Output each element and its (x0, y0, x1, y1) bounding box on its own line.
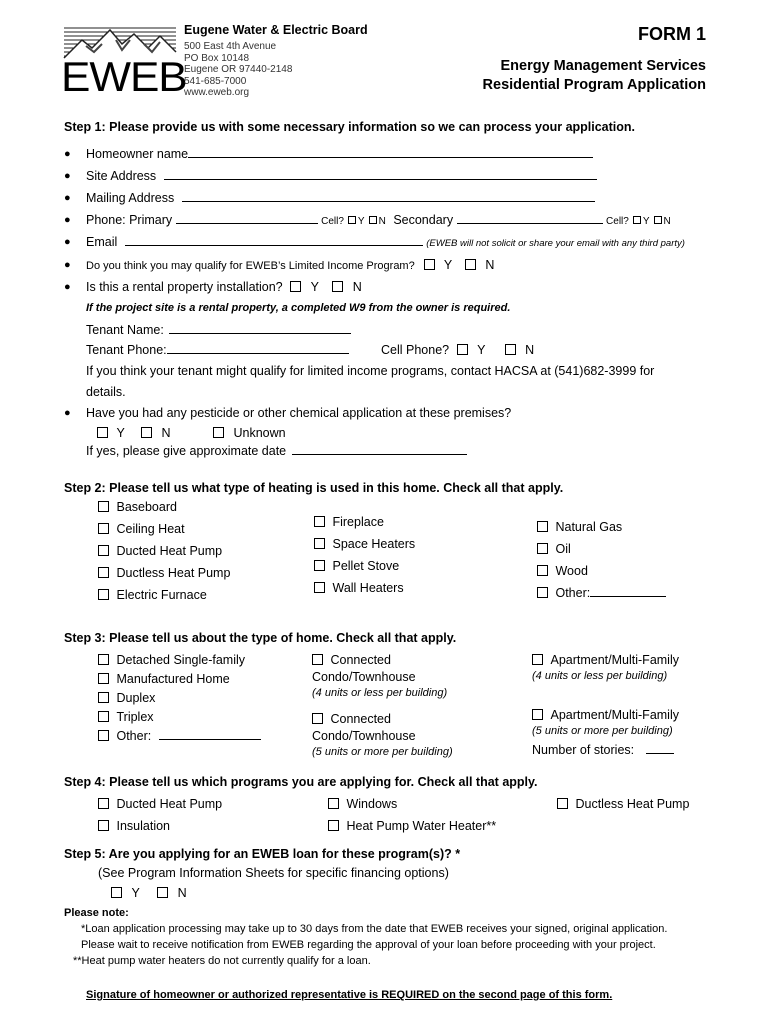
heat-ceiling-label: Ceiling Heat (116, 522, 185, 536)
cell-primary-y-checkbox[interactable] (348, 216, 356, 224)
heat-wood-checkbox[interactable] (537, 565, 548, 576)
connected-label: Connected (330, 712, 391, 726)
notes-line3: **Heat pump water heaters do not currently qualify for a loan. (73, 955, 371, 967)
condo-small-note: (4 units or less per building) (312, 687, 448, 699)
step1-heading: Step 1: Please provide us with some necessary information so we can process your application. (64, 120, 636, 134)
n-label: N (663, 216, 671, 227)
pesticide-y-checkbox[interactable] (97, 427, 108, 438)
heat-other-field[interactable] (590, 595, 666, 597)
n-label: N (485, 258, 495, 272)
limited-income-question: Do you think you may qualify for EWEB’s Limited Income Program? (86, 260, 415, 272)
address-line3: Eugene OR 97440-2148 (184, 64, 293, 75)
heat-gas-label: Natural Gas (555, 520, 623, 534)
unknown-label: Unknown (233, 426, 286, 440)
bullet: ● (64, 281, 71, 293)
step2-heading: Step 2: Please tell us what type of heating is used in this home. Check all that apply. (64, 481, 564, 495)
heat-furnace-label: Electric Furnace (116, 588, 207, 602)
program-windows-checkbox[interactable] (328, 798, 339, 809)
heat-wall-checkbox[interactable] (314, 582, 325, 593)
step5-heading: Step 5: Are you applying for an EWEB loan for these program(s)? * (64, 847, 461, 861)
home-other-checkbox[interactable] (98, 730, 109, 741)
home-detached-label: Detached Single-family (116, 653, 246, 667)
pesticide-unknown-checkbox[interactable] (213, 427, 224, 438)
y-label: Y (642, 216, 650, 227)
loan-y-checkbox[interactable] (111, 887, 122, 898)
heat-fireplace-checkbox[interactable] (314, 516, 325, 527)
secondary-label: Secondary (393, 213, 454, 227)
home-manufactured-label: Manufactured Home (116, 672, 230, 686)
title-line1: Energy Management Services (500, 58, 706, 74)
home-condo-small-checkbox[interactable] (312, 654, 323, 665)
home-triplex-label: Triplex (116, 710, 154, 724)
title-line2: Residential Program Application (482, 77, 706, 93)
program-ductless-checkbox[interactable] (557, 798, 568, 809)
address-line2: PO Box 10148 (184, 52, 250, 64)
bullet: ● (64, 148, 71, 160)
apartment-label: Apartment/Multi-Family (550, 708, 679, 722)
email-field[interactable] (125, 244, 423, 246)
heat-wood-label: Wood (555, 564, 588, 578)
phone-primary-field[interactable] (176, 222, 318, 224)
cell-phone-question: Cell Phone? (381, 343, 450, 357)
mailing-address-field[interactable] (182, 200, 595, 202)
home-detached-checkbox[interactable] (98, 654, 109, 665)
site-address-label: Site Address (86, 169, 157, 183)
program-ductless-label: Ductless Heat Pump (575, 797, 690, 811)
stories-label: Number of stories: (532, 743, 635, 757)
rental-question: Is this a rental property installation? (86, 280, 283, 294)
n-label: N (177, 886, 187, 900)
heat-ducted-label: Ducted Heat Pump (116, 544, 223, 558)
step5-note: (See Program Information Sheets for specific financing options) (98, 866, 449, 880)
bullet: ● (64, 192, 71, 204)
cell-secondary-y-checkbox[interactable] (633, 216, 641, 224)
apartment-small-note: (4 units or less per building) (532, 670, 668, 682)
heat-ductless-checkbox[interactable] (98, 567, 109, 578)
y-label: Y (310, 280, 319, 294)
heat-pellet-label: Pellet Stove (332, 559, 400, 573)
home-apartment-small-checkbox[interactable] (532, 654, 543, 665)
limited-income-y-checkbox[interactable] (424, 259, 435, 270)
program-insulation-checkbox[interactable] (98, 820, 109, 831)
approx-date-field[interactable] (292, 453, 467, 455)
notes-line1: *Loan application processing may take up to 30 days from the date that EWEB receives your signed, original application. (81, 923, 668, 935)
mailing-address-label: Mailing Address (86, 191, 175, 205)
home-duplex-label: Duplex (116, 691, 156, 705)
heat-furnace-checkbox[interactable] (98, 589, 109, 600)
heat-wall-label: Wall Heaters (332, 581, 404, 595)
site-address-field[interactable] (164, 178, 597, 180)
n-label: N (161, 426, 171, 440)
y-label: Y (443, 258, 453, 272)
heat-pellet-checkbox[interactable] (314, 560, 325, 571)
tenant-cell-y-checkbox[interactable] (457, 344, 468, 355)
heat-baseboard-label: Baseboard (116, 500, 177, 514)
approx-date-label: If yes, please give approximate date (86, 444, 287, 458)
condo-label: Condo/Townhouse (312, 729, 416, 743)
hacsa-line2: details. (86, 385, 126, 399)
program-windows-label: Windows (346, 797, 398, 811)
home-manufactured-checkbox[interactable] (98, 673, 109, 684)
email-note: (EWEB will not solicit or share your email with any third party) (426, 238, 685, 249)
program-hpwh-checkbox[interactable] (328, 820, 339, 831)
rental-note: If the project site is a rental property, a completed W9 from the owner is required. (86, 302, 511, 314)
home-condo-large-checkbox[interactable] (312, 713, 323, 724)
heat-other-label: Other: (555, 586, 591, 600)
apartment-large-note: (5 units or more per building) (532, 725, 673, 737)
email-label: Email (86, 235, 118, 249)
program-hpwh-label: Heat Pump Water Heater** (346, 819, 497, 833)
connected-label: Connected (330, 653, 391, 667)
home-other-label: Other: (116, 729, 152, 743)
n-label: N (352, 280, 362, 294)
y-label: Y (131, 886, 140, 900)
tenant-phone-label: Tenant Phone: (86, 343, 167, 357)
homeowner-name-label: Homeowner name (86, 147, 189, 161)
apartment-label: Apartment/Multi-Family (550, 653, 679, 667)
pesticide-n-checkbox[interactable] (141, 427, 152, 438)
bullet: ● (64, 407, 71, 419)
heat-gas-checkbox[interactable] (537, 521, 548, 532)
heat-oil-checkbox[interactable] (537, 543, 548, 554)
phone: 541-685-7000 (184, 75, 247, 87)
program-ducted-label: Ducted Heat Pump (116, 797, 223, 811)
stories-field[interactable] (646, 752, 674, 754)
org-name: Eugene Water & Electric Board (184, 23, 368, 37)
rental-n-checkbox[interactable] (332, 281, 343, 292)
heat-ductless-label: Ductless Heat Pump (116, 566, 231, 580)
notes-line2: Please wait to receive notification from EWEB regarding the approval of your loan before proceeding with your project. (81, 939, 656, 951)
contact-block (184, 41, 292, 99)
heat-ducted-checkbox[interactable] (98, 545, 109, 556)
logo-text: EWEB (61, 53, 187, 100)
heat-fireplace-label: Fireplace (332, 515, 384, 529)
y-label: Y (357, 216, 365, 227)
hacsa-line1: If you think your tenant might qualify for limited income programs, contact HACSA at (541)682-3999 for (86, 364, 655, 378)
phone-primary-label: Phone: Primary (86, 213, 173, 227)
address-line1: 500 East 4th Avenue (184, 41, 277, 52)
step3-heading: Step 3: Please tell us about the type of home. Check all that apply. (64, 631, 457, 645)
condo-label: Condo/Townhouse (312, 670, 416, 684)
home-triplex-checkbox[interactable] (98, 711, 109, 722)
heat-space-checkbox[interactable] (314, 538, 325, 549)
pesticide-question: Have you had any pesticide or other chemical application at these premises? (86, 406, 512, 420)
cell-primary-label: Cell? (321, 216, 344, 227)
heat-ceiling-checkbox[interactable] (98, 523, 109, 534)
heat-other-checkbox[interactable] (537, 587, 548, 598)
home-other-field[interactable] (159, 738, 261, 740)
cell-secondary-n-checkbox[interactable] (654, 216, 662, 224)
bullet: ● (64, 236, 71, 248)
tenant-name-label: Tenant Name: (86, 323, 164, 337)
heat-oil-label: Oil (555, 542, 571, 556)
tenant-cell-n-checkbox[interactable] (505, 344, 516, 355)
cell-primary-n-checkbox[interactable] (369, 216, 377, 224)
phone-secondary-field[interactable] (457, 222, 603, 224)
home-duplex-checkbox[interactable] (98, 692, 109, 703)
tenant-phone-field[interactable] (167, 352, 349, 354)
bullet: ● (64, 259, 71, 271)
heat-baseboard-checkbox[interactable] (98, 501, 109, 512)
rental-y-checkbox[interactable] (290, 281, 301, 292)
tenant-name-field[interactable] (169, 332, 351, 334)
n-label: N (525, 343, 535, 357)
cell-secondary-label: Cell? (606, 216, 629, 227)
signature-note: Signature of homeowner or authorized representative is REQUIRED on the second page of this form. (86, 989, 613, 1001)
home-apartment-large-checkbox[interactable] (532, 709, 543, 720)
form-number: FORM 1 (637, 24, 706, 44)
homeowner-name-field[interactable] (188, 156, 593, 158)
y-label: Y (477, 343, 486, 357)
program-ducted-checkbox[interactable] (98, 798, 109, 809)
bullet: ● (64, 170, 71, 182)
heat-space-label: Space Heaters (332, 537, 416, 551)
program-insulation-label: Insulation (116, 819, 170, 833)
website: www.eweb.org (184, 87, 250, 98)
loan-n-checkbox[interactable] (157, 887, 168, 898)
step4-heading: Step 4: Please tell us which programs you are applying for. Check all that apply. (64, 775, 538, 789)
condo-large-note: (5 units or more per building) (312, 746, 453, 758)
notes-title: Please note: (64, 907, 129, 919)
bullet: ● (64, 214, 71, 226)
y-label: Y (116, 426, 125, 440)
limited-income-n-checkbox[interactable] (465, 259, 476, 270)
n-label: N (378, 216, 386, 227)
